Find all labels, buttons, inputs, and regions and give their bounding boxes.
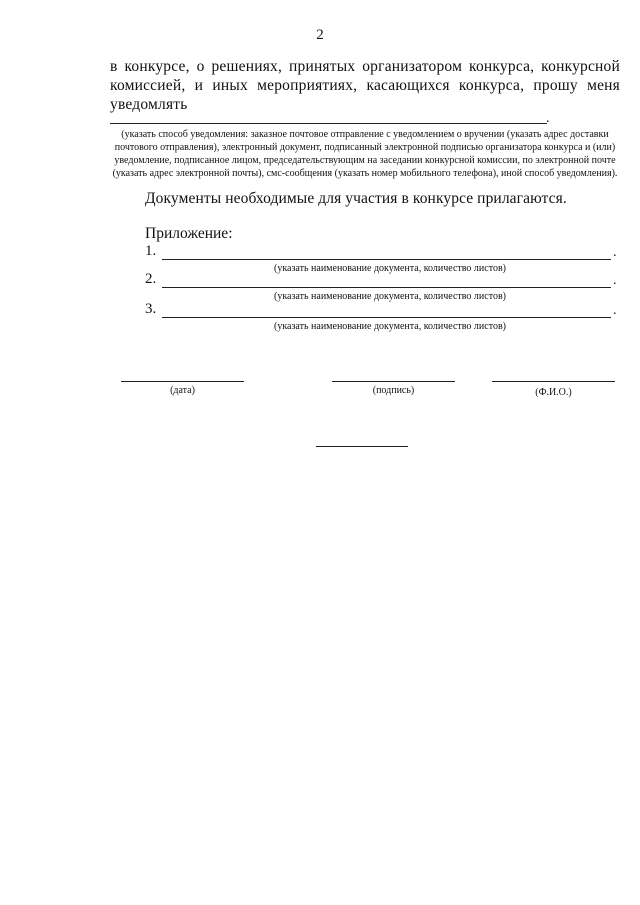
attachment-number: 1. [145,243,157,259]
attachment-line-dot: . [613,303,617,318]
attachment-line [162,259,611,260]
notify-method-line [110,123,547,124]
attachment-row-3 [145,301,617,331]
intro-paragraph: в конкурсе, о решениях, принятых организатором конкурса, конкурсной комиссией, и иных мероприятиях, касающихся конкурса, прошу меня уведомлять [110,58,620,113]
date-label: (дата) [170,385,195,396]
attachment-line [162,317,611,318]
attachment-hint: (указать наименование документа, количество листов) [274,263,506,274]
attachment-hint: (указать наименование документа, количество листов) [274,291,506,302]
full-name-line [492,381,615,382]
attachment-hint: (указать наименование документа, количество листов) [274,321,506,332]
signature-label: (подпись) [372,385,415,396]
page-number: 2 [316,27,324,43]
attachment-line-dot: . [613,245,617,260]
attachment-row-1 [145,243,617,273]
date-line [121,381,244,382]
notify-method-hint: (указать способ уведомления: заказное почтовое отправление с уведомлением о вручении (указать адрес доставки почтового отправления), электронный документ, подписанный электронной подписью организатора конкурса и (или) уведомление, подписанное лицом, председательствующим на заседании конкурсной комиссии, по электронной почте (указать адрес электронной почты), смс-сообщения (указать номер мобильного телефона), иной способ уведомления). [112,129,618,179]
end-separator-line [316,446,408,447]
full-name-label: (Ф.И.О.) [535,387,572,398]
notify-line-dot: . [546,111,550,126]
signature-line [332,381,455,382]
attachment-number: 3. [145,301,157,317]
attachment-row-2 [145,271,617,301]
attachments-title: Приложение: [145,225,233,242]
attachment-line [162,287,611,288]
documents-statement: Документы необходимые для участия в конкурсе прилагаются. [145,190,567,207]
attachment-line-dot: . [613,273,617,288]
attachment-number: 2. [145,271,157,287]
